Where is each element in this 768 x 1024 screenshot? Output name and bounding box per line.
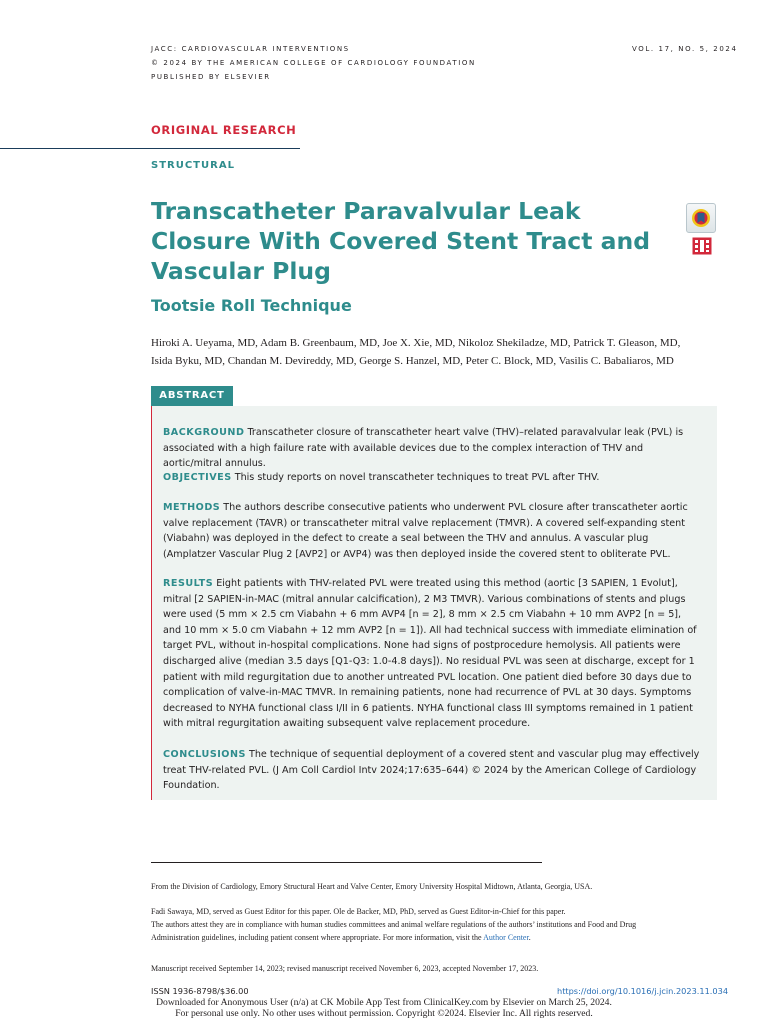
authors-line-2: Isida Byku, MD, Chandan M. Devireddy, MD, George S. Hanzel, MD, Peter C. Block, MD, Vasilis C. Babaliaros, MD: [151, 355, 674, 367]
background-keyword: BACKGROUND: [163, 427, 245, 438]
download-notice-2: For personal use only. No other uses without permission. Copyright ©2024. Elsevier Inc. All rights reserved.: [175, 1008, 593, 1019]
results-keyword: RESULTS: [163, 578, 214, 589]
compliance-text: The authors attest they are in compliance with human studies committees and animal welfare regulations of the authors’ institutions and Food and Drug Administration guidelines, including patient consent where appropriate. For more information, visit the: [151, 920, 637, 942]
objectives-keyword: OBJECTIVES: [163, 472, 232, 483]
results-text: Eight patients with THV-related PVL were treated using this method (aortic [3 SAPIEN, 1 Evolut], mitral [2 SAPIEN-in-MAC (mitral annular calcification), 2 M3 TMVR). Various combinations of stents and plugs were used (5 mm × 2.5 cm Viabahn + 6 mm AVP4 [n = 2], 8 mm × 2.5 cm Viabahn + 10 mm AVP2 [n = 5], and 10 mm × 5.0 cm Viabahn + 12 mm AVP2 [n = 1]). All had technical success with immediate elimination of target PVL, without in-hospital complications. None had signs of postprocedure hemolysis. All patients were discharged alive (median 3.5 days [Q1-Q3: 1.0-4.8 days]). No residual PVL was seen at discharge, except for 1 patient with mild regurgitation due to another untreated PVL location. One patient died before 30 days due to complication of valve-in-MAC TMVR. In remaining patients, none had recurrence of PVL at 30 days. Symptoms decreased to NYHA functional class I/II in 6 patients. NYHA functional class III symptoms remained in 1 patient with mitral regurgitation awaiting subsequent valve replacement procedure.: [163, 578, 697, 730]
volume-info: VOL. 17, NO. 5, 2024: [632, 45, 738, 53]
footnote-rule: [151, 862, 542, 863]
affiliation-note: From the Division of Cardiology, Emory Structural Heart and Valve Center, Emory University Hospital Midtown, Atlanta, Georgia, USA.: [151, 882, 593, 891]
video-icon[interactable]: [692, 237, 712, 259]
doi-link[interactable]: https://doi.org/10.1016/j.jcin.2023.11.034: [557, 986, 729, 996]
methods-keyword: METHODS: [163, 502, 221, 513]
crossmark-icon[interactable]: [686, 203, 716, 233]
abstract-objectives: [163, 470, 700, 486]
methods-text: The authors describe consecutive patients who underwent PVL closure after transcatheter aortic valve replacement (TAVR) or transcatheter mitral valve replacement (TMVR). A covered self-expanding stent (Viabahn) was deployed in the defect to create a seal between the THV and annulus. A vascular plug (Amplatzer Vascular Plug 2 [AVP2] or AVP4) was then deployed inside the covered stent to obliterate PVL.: [163, 502, 688, 560]
subject-label: STRUCTURAL: [151, 160, 235, 171]
download-notice-1: Downloaded for Anonymous User (n/a) at CK Mobile App Test from ClinicalKey.com by Elsevier on March 25, 2024.: [156, 997, 612, 1008]
journal-name: JACC: CARDIOVASCULAR INTERVENTIONS: [151, 45, 350, 53]
publisher-line: PUBLISHED BY ELSEVIER: [151, 73, 271, 81]
editor-note: Fadi Sawaya, MD, served as Guest Editor for this paper. Ole de Backer, MD, PhD, served as Guest Editor-in-Chief for this paper.: [151, 907, 566, 916]
abstract-conclusions: [163, 747, 700, 794]
compliance-note: The authors attest they are in compliance with human studies committees and animal welfare regulations of the authors’ institutions and Food and Drug Administration guidelines, including patient consent where appropriate. For more information, visit the Author Center.: [151, 920, 637, 942]
conclusions-text: The technique of sequential deployment of a covered stent and vascular plug may effectively treat THV-related PVL. (J Am Coll Cardiol Intv 2024;17:635–644) © 2024 by the American College of Cardiology Foundation.: [163, 749, 700, 792]
author-center-link[interactable]: Author Center: [483, 932, 529, 942]
abstract-tag: ABSTRACT: [151, 386, 233, 406]
objectives-text: This study reports on novel transcatheter techniques to treat PVL after THV.: [234, 472, 600, 483]
issn-line: ISSN 1936-8798/$36.00: [151, 986, 249, 996]
section-label: ORIGINAL RESEARCH: [151, 123, 297, 137]
copyright-line: © 2024 BY THE AMERICAN COLLEGE OF CARDIOLOGY FOUNDATION: [151, 59, 476, 67]
section-rule: [0, 148, 300, 149]
abstract-results: [163, 576, 700, 732]
background-text: Transcatheter closure of transcatheter heart valve (THV)–related paravalvular leak (PVL) is associated with a high failure rate with available devices due to the complex interaction of THV and aortic/mitral annulus.: [163, 427, 684, 470]
abstract-methods: [163, 500, 700, 562]
abstract-background: [163, 425, 700, 472]
author-list: [151, 334, 726, 370]
authors-line-1: Hiroki A. Ueyama, MD, Adam B. Greenbaum, MD, Joe X. Xie, MD, Nikoloz Shekiladze, MD, Patrick T. Gleason, MD,: [151, 337, 681, 349]
article-subtitle: Tootsie Roll Technique: [151, 296, 352, 315]
manuscript-dates: Manuscript received September 14, 2023; revised manuscript received November 6, 2023, accepted November 17, 2023.: [151, 964, 539, 973]
conclusions-keyword: CONCLUSIONS: [163, 749, 246, 760]
article-title: Transcatheter Paravalvular Leak Closure With Covered Stent Tract and Vascular Plug: [151, 197, 651, 285]
